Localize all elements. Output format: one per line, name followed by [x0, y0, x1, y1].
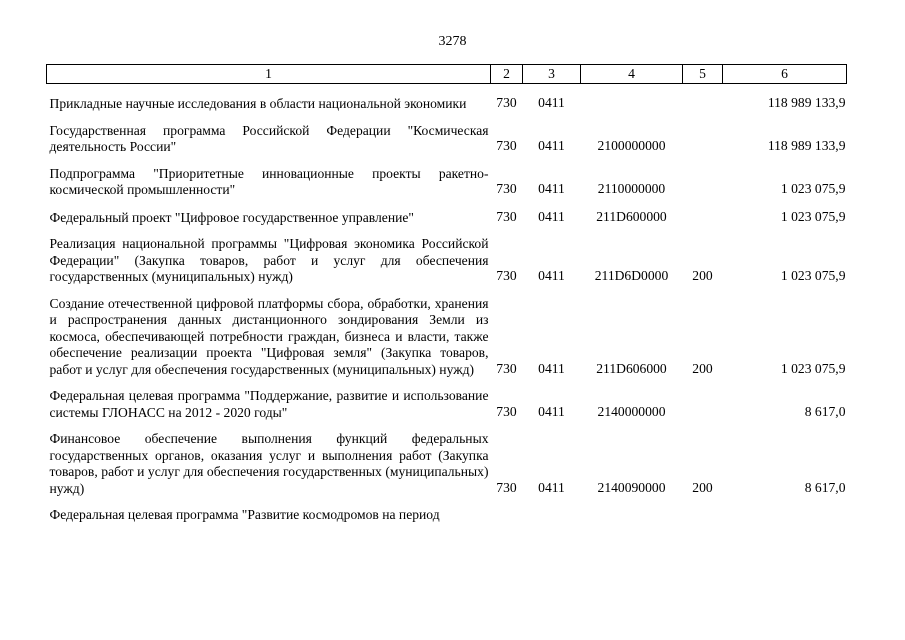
item-sum: 1 023 075,9: [780, 268, 846, 283]
item-glava: 730: [496, 268, 517, 283]
item-csr: 211D6D0000: [594, 268, 669, 283]
header-col-4: 4: [581, 65, 683, 84]
item-vr: [683, 113, 723, 156]
header-row: [47, 65, 847, 84]
item-sum: 1 023 075,9: [780, 208, 846, 224]
item-rz-pr: 0411: [538, 95, 565, 110]
table-body: [47, 84, 847, 524]
item-glava: 730: [496, 403, 517, 419]
item-name: Федеральный проект "Цифровое государственное управление": [49, 209, 414, 225]
item-sum: [723, 497, 847, 524]
item-csr: 211D600000: [596, 208, 667, 224]
item-glava: 730: [496, 95, 517, 110]
item-name: Подпрограмма "Приоритетные инновационные проекты ракетно-космической промышленности": [49, 165, 489, 197]
item-sum: 118 989 133,9: [767, 138, 846, 153]
item-csr: 2140000000: [597, 403, 666, 419]
table-row: [47, 84, 847, 113]
item-csr: [581, 84, 683, 113]
table-row: [47, 226, 847, 286]
item-rz-pr: 0411: [538, 360, 565, 376]
item-sum: 1 023 075,9: [780, 360, 846, 376]
table-row: [47, 421, 847, 497]
item-rz-pr: 0411: [538, 403, 565, 419]
item-vr: [683, 199, 723, 227]
table-row: [47, 199, 847, 227]
item-name: Государственная программа Российской Федерации "Космическая деятельность России": [49, 122, 489, 154]
header-col-3: 3: [523, 65, 581, 84]
item-glava: 730: [496, 181, 517, 196]
item-vr: 200: [692, 479, 713, 495]
item-name: Прикладные научные исследования в области национальной экономики: [49, 96, 467, 111]
item-rz-pr: 0411: [538, 268, 565, 283]
item-vr: [683, 156, 723, 199]
item-sum: 1 023 075,9: [780, 181, 846, 196]
item-csr: 2110000000: [597, 181, 666, 196]
item-glava: 730: [496, 360, 517, 376]
item-csr: 2140090000: [597, 479, 666, 495]
item-sum: 118 989 133,9: [767, 95, 846, 110]
page-number: 3278: [438, 34, 467, 49]
item-name: Федеральная целевая программа "Поддержание, развитие и использование системы ГЛОНАСС на 2012 - 2020 годы": [49, 388, 489, 420]
item-rz-pr: 0411: [538, 208, 565, 224]
item-sum: 8 617,0: [804, 403, 846, 419]
header-col-1: 1: [47, 65, 491, 84]
item-sum: 8 617,0: [804, 479, 846, 495]
item-vr: 200: [692, 360, 713, 376]
item-vr: [683, 378, 723, 421]
item-glava: 730: [496, 138, 517, 153]
item-rz-pr: 0411: [538, 181, 565, 196]
table-row: [47, 378, 847, 421]
item-vr: [683, 84, 723, 113]
table-header: [47, 65, 847, 84]
item-glava: [491, 497, 523, 524]
budget-table: [46, 64, 847, 524]
table-row: [47, 286, 847, 379]
header-col-2: 2: [491, 65, 523, 84]
item-name: Финансовое обеспечение выполнения функций федеральных государственных органов, оказания услуг и выполнения работ (Закупка товаров, работ и услуг для обеспечения государственных (муниципальных) нужд): [49, 431, 489, 496]
item-name: Реализация национальной программы "Цифровая экономика Российской Федерации" (Закупка товаров, работ и услуг для обеспечения государственных (муниципальных) нужд): [49, 236, 489, 284]
item-vr: [683, 497, 723, 524]
item-rz-pr: 0411: [538, 479, 565, 495]
header-col-6: 6: [723, 65, 847, 84]
table-row: [47, 497, 847, 524]
header-col-5: 5: [683, 65, 723, 84]
item-name: Федеральная целевая программа "Развитие космодромов на период: [49, 507, 440, 522]
item-csr: [581, 497, 683, 524]
item-glava: 730: [496, 208, 517, 224]
item-csr: 211D606000: [596, 360, 667, 376]
item-vr: 200: [692, 268, 713, 283]
item-rz-pr: 0411: [538, 138, 565, 153]
table-row: [47, 113, 847, 156]
item-rz-pr: [523, 497, 581, 524]
item-name: Создание отечественной цифровой платформы сбора, обработки, хранения и распространения данных дистанционного зондирования Земли из космоса, обеспечивающей потребности граждан, бизнеса и власти, также обеспечение реализации проекта "Цифровая земля" (Закупка товаров, работ и услуг для обеспечения государственных (муниципальных) нужд): [49, 295, 489, 377]
item-csr: 2100000000: [597, 138, 666, 153]
table-row: [47, 156, 847, 199]
item-glava: 730: [496, 479, 517, 495]
